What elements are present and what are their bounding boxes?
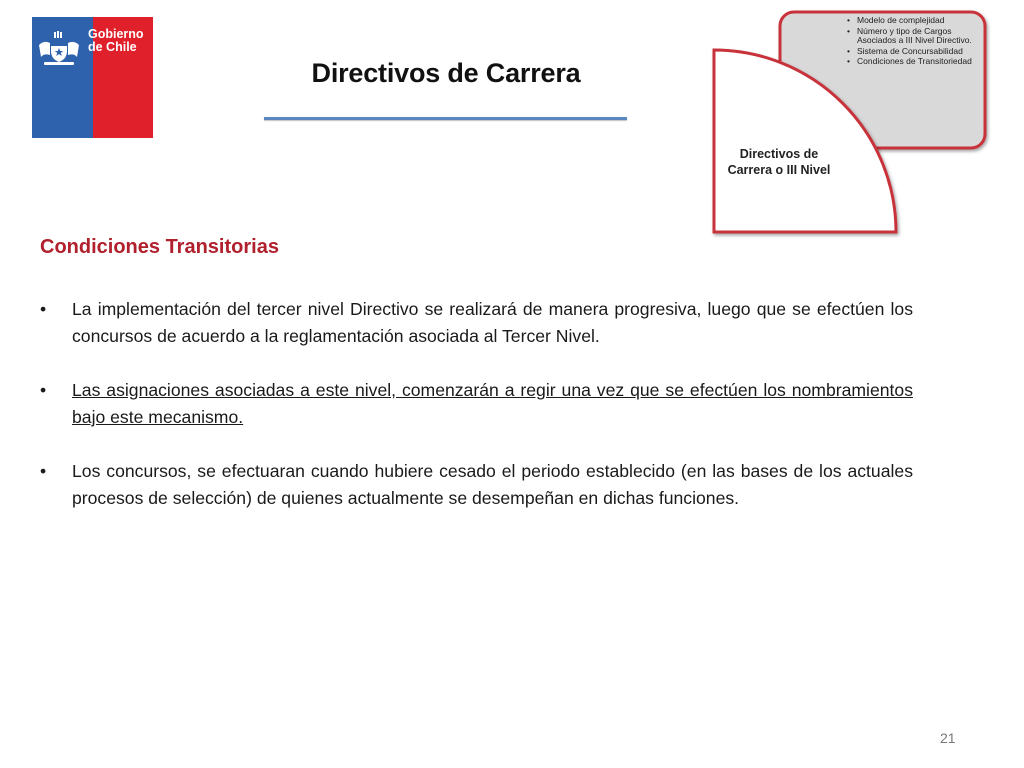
diagram-box-list xyxy=(845,16,985,68)
diagram-box-item: • Número y tipo de Cargos Asociados a III Nivel Directivo. xyxy=(845,27,985,46)
bullet-dot-icon: • xyxy=(40,461,47,481)
quarter-label-line1: Directivos de xyxy=(739,147,819,161)
diagram-box-item: • Modelo de complejidad xyxy=(845,16,985,26)
diagram-box-item: • Sistema de Concursabilidad xyxy=(845,47,985,57)
bullet-item xyxy=(40,296,913,350)
logo-text-line2: de Chile xyxy=(88,40,137,54)
bullet-item xyxy=(40,377,913,431)
bullet-dot-icon: • xyxy=(40,380,47,400)
bullet-item xyxy=(40,458,913,512)
bullet-dot-icon: • xyxy=(40,299,47,319)
quarter-label-line2: Carrera o III Nivel xyxy=(727,163,831,177)
diagram-quarter-label xyxy=(714,146,844,178)
title-underline xyxy=(264,117,627,120)
section-heading: Condiciones Transitorias xyxy=(40,236,279,258)
level-diagram xyxy=(700,4,1000,240)
diagram-box-item: • Condiciones de Transitoriedad xyxy=(845,57,985,67)
bullet-list xyxy=(40,296,913,539)
gobierno-de-chile-logo xyxy=(32,17,153,138)
logo-text xyxy=(88,28,144,54)
page-number: 21 xyxy=(940,730,956,746)
coat-of-arms-icon xyxy=(36,31,82,69)
bullet-text: La implementación del tercer nivel Directivo se realizará de manera progresiva, luego que se efectúen los concursos de acuerdo a la reglamentación asociada al Tercer Nivel. xyxy=(72,299,913,346)
page-title: Directivos de Carrera xyxy=(311,58,581,88)
bullet-text: Las asignaciones asociadas a este nivel, comenzarán a regir una vez que se efectúen los nombramientos bajo este mecanismo. xyxy=(72,380,913,427)
bullet-text: Los concursos, se efectuaran cuando hubiere cesado el periodo establecido (en las bases de los actuales procesos de selección) de quienes actualmente se desempeñan en dichas funciones. xyxy=(72,461,913,508)
logo-text-line1: Gobierno xyxy=(88,27,144,41)
